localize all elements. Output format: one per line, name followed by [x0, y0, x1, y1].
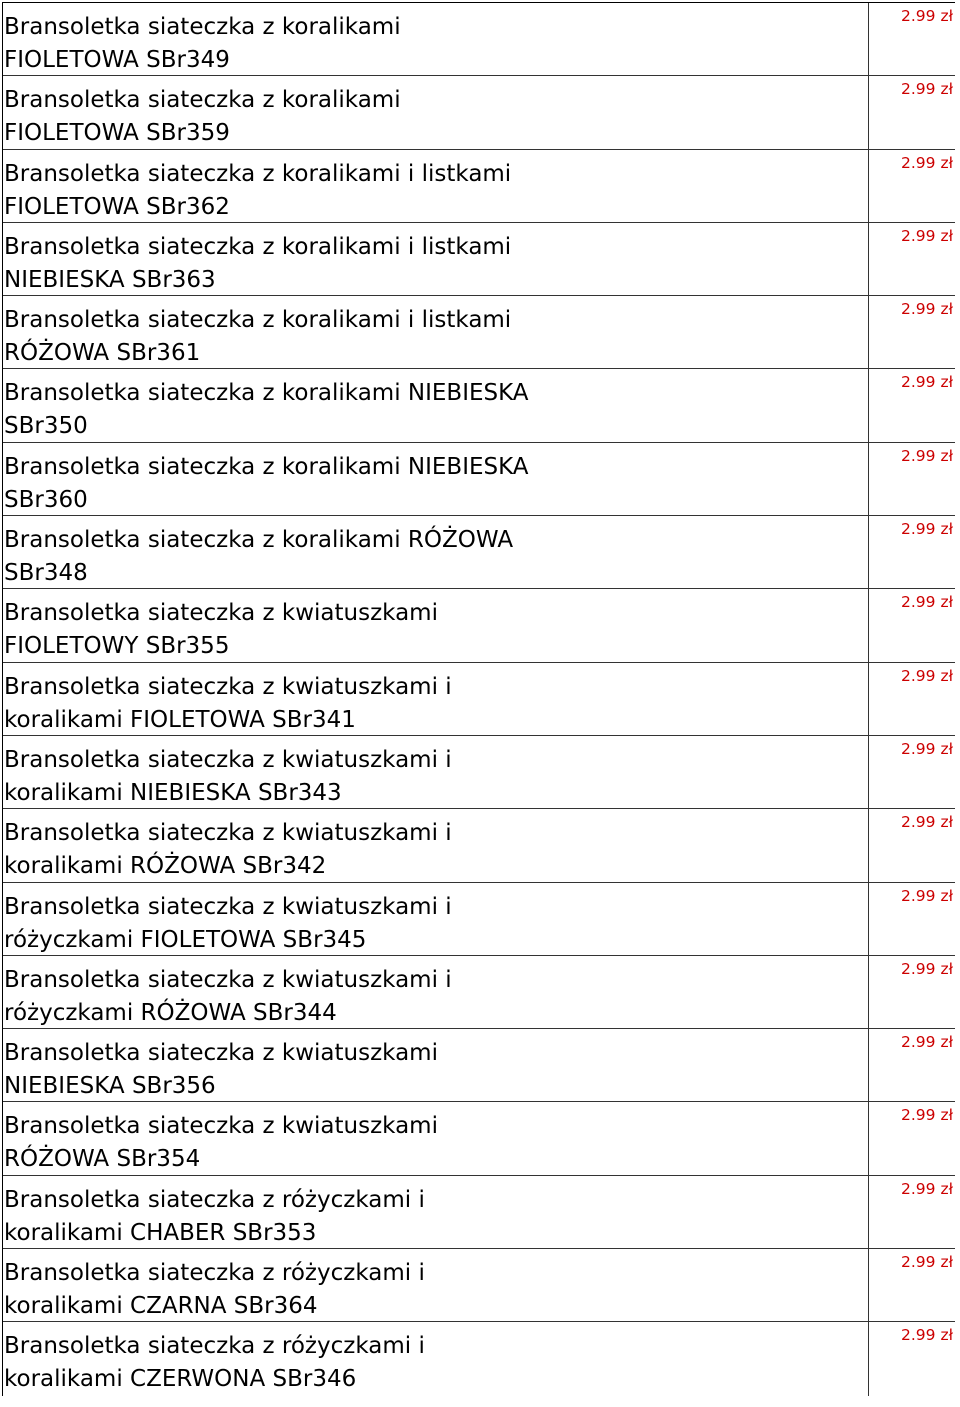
- product-name: [3, 736, 868, 808]
- product-name-line2: koralikami CHABER SBr353: [4, 1219, 317, 1246]
- table-row: [3, 3, 955, 76]
- product-price: 2.99 zł: [868, 883, 955, 955]
- product-name-line1: Bransoletka siateczka z koralikami NIEBIESKA: [4, 380, 529, 407]
- product-name-line1: Bransoletka siateczka z koralikami i listkami: [4, 233, 512, 260]
- product-name-line2: koralikami RÓŻOWA SBr342: [4, 853, 327, 880]
- product-name-line1: Bransoletka siateczka z kwiatuszkami: [4, 600, 438, 627]
- product-price: 2.99 zł: [868, 150, 955, 222]
- table-row: [3, 1249, 955, 1322]
- product-name-line2: NIEBIESKA SBr356: [4, 1073, 216, 1100]
- product-name-line1: Bransoletka siateczka z kwiatuszkami i: [4, 820, 452, 847]
- product-price: 2.99 zł: [868, 956, 955, 1028]
- product-price: 2.99 zł: [868, 1102, 955, 1174]
- product-name-line1: Bransoletka siateczka z kwiatuszkami: [4, 1113, 438, 1140]
- product-price: 2.99 zł: [868, 736, 955, 808]
- product-name: [3, 883, 868, 955]
- table-row: [3, 1322, 955, 1395]
- table-row: [3, 1176, 955, 1249]
- product-name-line1: Bransoletka siateczka z różyczkami i: [4, 1186, 425, 1213]
- product-name-line2: NIEBIESKA SBr363: [4, 266, 216, 293]
- product-price: 2.99 zł: [868, 663, 955, 735]
- product-name-line2: koralikami CZERWONA SBr346: [4, 1366, 357, 1393]
- product-name: [3, 223, 868, 295]
- product-name: [3, 296, 868, 368]
- product-price: 2.99 zł: [868, 76, 955, 148]
- product-name-line2: SBr350: [4, 413, 88, 440]
- product-name: [3, 76, 868, 148]
- product-price: 2.99 zł: [868, 296, 955, 368]
- product-name-line1: Bransoletka siateczka z kwiatuszkami i: [4, 673, 452, 700]
- product-price: 2.99 zł: [868, 369, 955, 441]
- product-name-line1: Bransoletka siateczka z koralikami: [4, 87, 401, 114]
- table-row: [3, 1029, 955, 1102]
- product-name: [3, 516, 868, 588]
- product-price: 2.99 zł: [868, 809, 955, 881]
- product-price: 2.99 zł: [868, 1322, 955, 1395]
- product-name-line1: Bransoletka siateczka z różyczkami i: [4, 1260, 425, 1287]
- product-name-line1: Bransoletka siateczka z koralikami NIEBIESKA: [4, 453, 529, 480]
- product-name: [3, 1102, 868, 1174]
- product-price-table: [2, 2, 955, 1396]
- product-name-line2: różyczkami FIOLETOWA SBr345: [4, 926, 367, 953]
- product-price: 2.99 zł: [868, 589, 955, 661]
- product-name-line1: Bransoletka siateczka z kwiatuszkami i: [4, 893, 452, 920]
- product-name-line2: koralikami FIOLETOWA SBr341: [4, 706, 356, 733]
- product-name: [3, 1322, 868, 1395]
- product-name: [3, 443, 868, 515]
- product-name-line2: FIOLETOWA SBr362: [4, 193, 230, 220]
- table-row: [3, 223, 955, 296]
- product-name-line1: Bransoletka siateczka z koralikami RÓŻOWA: [4, 527, 514, 554]
- table-row: [3, 1102, 955, 1175]
- product-name: [3, 956, 868, 1028]
- product-name-line2: RÓŻOWA SBr361: [4, 340, 201, 367]
- product-price: 2.99 zł: [868, 223, 955, 295]
- product-name-line1: Bransoletka siateczka z kwiatuszkami: [4, 1040, 438, 1067]
- product-name-line2: różyczkami RÓŻOWA SBr344: [4, 999, 337, 1026]
- product-price: 2.99 zł: [868, 443, 955, 515]
- product-name-line1: Bransoletka siateczka z koralikami i listkami: [4, 160, 512, 187]
- product-name-line2: FIOLETOWA SBr349: [4, 47, 230, 73]
- product-name-line1: Bransoletka siateczka z koralikami: [4, 14, 401, 40]
- product-price: 2.99 zł: [868, 516, 955, 588]
- product-name-line1: Bransoletka siateczka z koralikami i listkami: [4, 307, 512, 334]
- product-name-line1: Bransoletka siateczka z różyczkami i: [4, 1333, 425, 1360]
- product-price: 2.99 zł: [868, 3, 955, 75]
- product-name: [3, 1029, 868, 1101]
- product-name-line2: koralikami NIEBIESKA SBr343: [4, 779, 342, 806]
- product-name-line2: FIOLETOWA SBr359: [4, 120, 230, 147]
- table-row: [3, 443, 955, 516]
- product-name: [3, 1176, 868, 1248]
- product-name: [3, 809, 868, 881]
- product-name-line2: SBr360: [4, 486, 88, 513]
- product-name: [3, 369, 868, 441]
- product-name-line2: FIOLETOWY SBr355: [4, 633, 230, 660]
- table-row: [3, 589, 955, 662]
- product-name-line1: Bransoletka siateczka z kwiatuszkami i: [4, 746, 452, 773]
- table-row: [3, 956, 955, 1029]
- product-name: [3, 663, 868, 735]
- product-name: [3, 150, 868, 222]
- product-name: [3, 589, 868, 661]
- product-price: 2.99 zł: [868, 1176, 955, 1248]
- product-name-line1: Bransoletka siateczka z kwiatuszkami i: [4, 966, 452, 993]
- table-row: [3, 516, 955, 589]
- product-name-line2: SBr348: [4, 560, 88, 587]
- table-row: [3, 809, 955, 882]
- table-row: [3, 296, 955, 369]
- table-row: [3, 883, 955, 956]
- product-price: 2.99 zł: [868, 1249, 955, 1321]
- table-row: [3, 369, 955, 442]
- product-price: 2.99 zł: [868, 1029, 955, 1101]
- product-name-line2: koralikami CZARNA SBr364: [4, 1293, 318, 1320]
- table-row: [3, 736, 955, 809]
- table-row: [3, 76, 955, 149]
- product-name-line2: RÓŻOWA SBr354: [4, 1146, 201, 1173]
- table-row: [3, 663, 955, 736]
- product-name: [3, 1249, 868, 1321]
- product-name: [3, 3, 868, 75]
- table-row: [3, 150, 955, 223]
